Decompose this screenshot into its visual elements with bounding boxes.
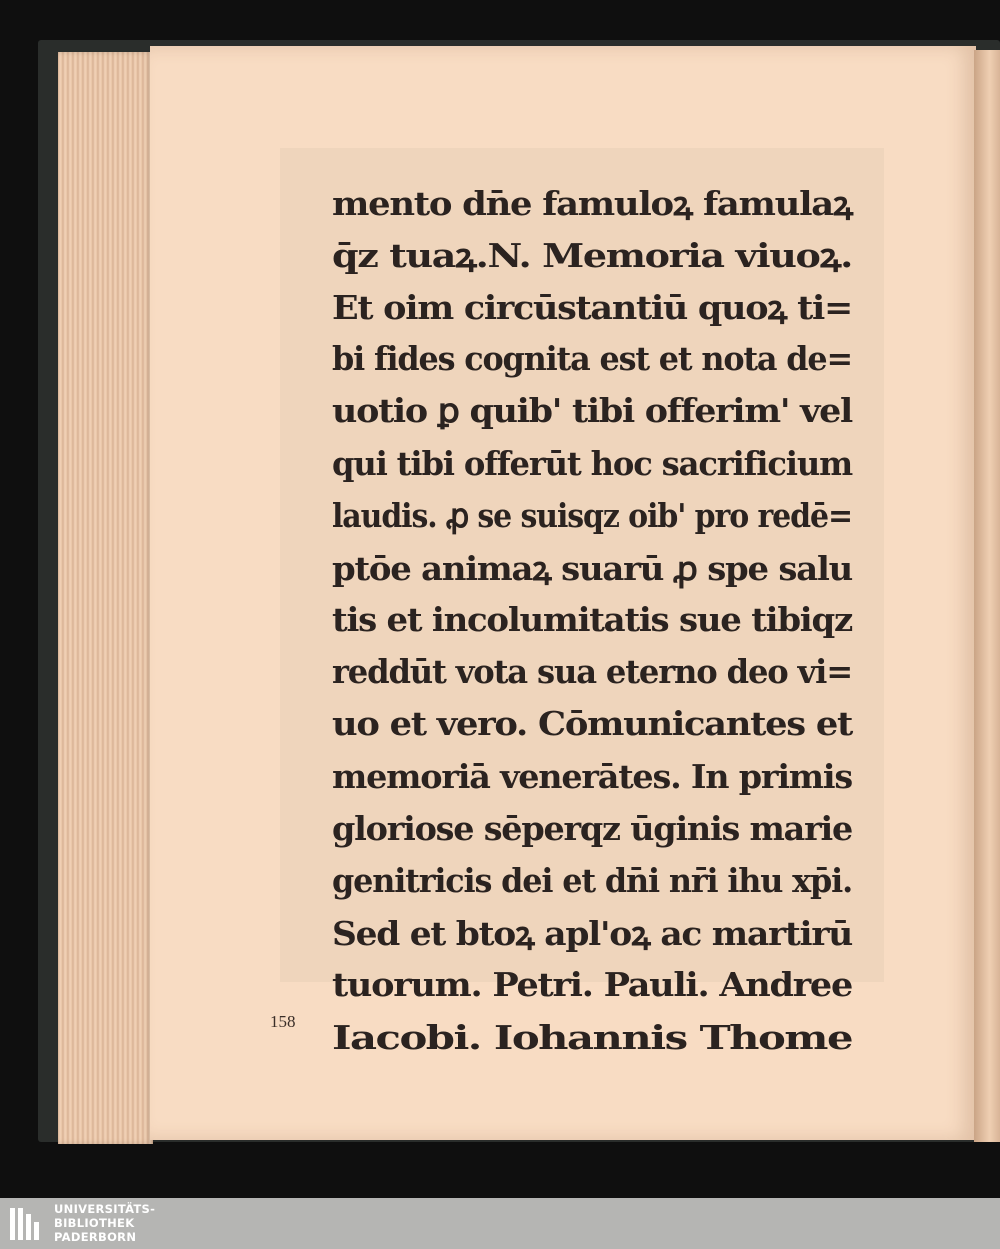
page-number: 158 bbox=[270, 1012, 296, 1031]
text-line bbox=[332, 594, 852, 646]
blackletter-text-block bbox=[332, 176, 852, 1063]
text-line bbox=[332, 646, 852, 698]
text-line-content: Sed et btoꝝ apl'oꝝ ac martirū bbox=[332, 914, 852, 954]
library-name-line-1: UNIVERSITÄTS- bbox=[54, 1202, 156, 1216]
text-line-content: memoriā venerātes. In primis bbox=[332, 756, 852, 796]
library-footer bbox=[0, 1198, 1000, 1249]
text-line bbox=[332, 541, 852, 593]
facing-page-edge bbox=[974, 50, 1000, 1142]
text-line-content: q̄z tuaꝝ.N. Memoria viuoꝝ. bbox=[332, 235, 852, 275]
text-line bbox=[332, 907, 852, 959]
text-line-content: Iacobi. Iohannis Thome bbox=[332, 1017, 852, 1057]
text-line-content: genitricis dei et dn̄i nr̄i ihu xp̄i. bbox=[332, 861, 852, 901]
text-line bbox=[332, 750, 852, 802]
page-edges bbox=[58, 52, 153, 1144]
text-line-content: reddūt vota sua eterno deo vi= bbox=[332, 652, 852, 692]
text-line-content: bi fides cognita est et nota de= bbox=[332, 339, 852, 379]
text-line-content: qui tibi offerūt hoc sacrificium bbox=[332, 443, 852, 483]
text-line bbox=[332, 385, 852, 437]
library-name bbox=[54, 1202, 155, 1244]
text-line-content: laudis. ꝓ se suisqz oib' pro redē= bbox=[332, 495, 852, 535]
library-name-line-3: PADERBORN bbox=[54, 1230, 137, 1244]
text-line bbox=[332, 698, 852, 750]
text-line bbox=[332, 228, 852, 280]
text-line bbox=[332, 489, 852, 541]
text-line bbox=[332, 280, 852, 332]
text-line-content: ptōe animaꝝ suarū ꝓ spe salu bbox=[332, 548, 852, 588]
text-line bbox=[332, 437, 852, 489]
text-line-content: uo et vero. Cōmunicantes et bbox=[332, 704, 852, 744]
text-line-content: tuorum. Petri. Pauli. Andree bbox=[332, 965, 852, 1005]
text-line bbox=[332, 333, 852, 385]
text-line-content: Et oim circūstantiū quoꝝ ti= bbox=[332, 287, 852, 327]
text-line bbox=[332, 802, 852, 854]
text-line bbox=[332, 854, 852, 906]
text-line-content: uotio ꝑ quib' tibi offerim' vel bbox=[332, 391, 852, 431]
text-line-content: tis et incolumitatis sue tibiqz bbox=[332, 600, 852, 640]
text-line bbox=[332, 1011, 852, 1063]
text-line-content: mento dn̄e famuloꝝ famulaꝝ bbox=[332, 183, 852, 223]
text-line bbox=[332, 959, 852, 1011]
library-name-line-2: BIBLIOTHEK bbox=[54, 1216, 135, 1230]
text-line-content: gloriose sēperqz ūginis marie bbox=[332, 808, 852, 848]
text-line bbox=[332, 176, 852, 228]
library-logo-icon bbox=[8, 1204, 46, 1244]
